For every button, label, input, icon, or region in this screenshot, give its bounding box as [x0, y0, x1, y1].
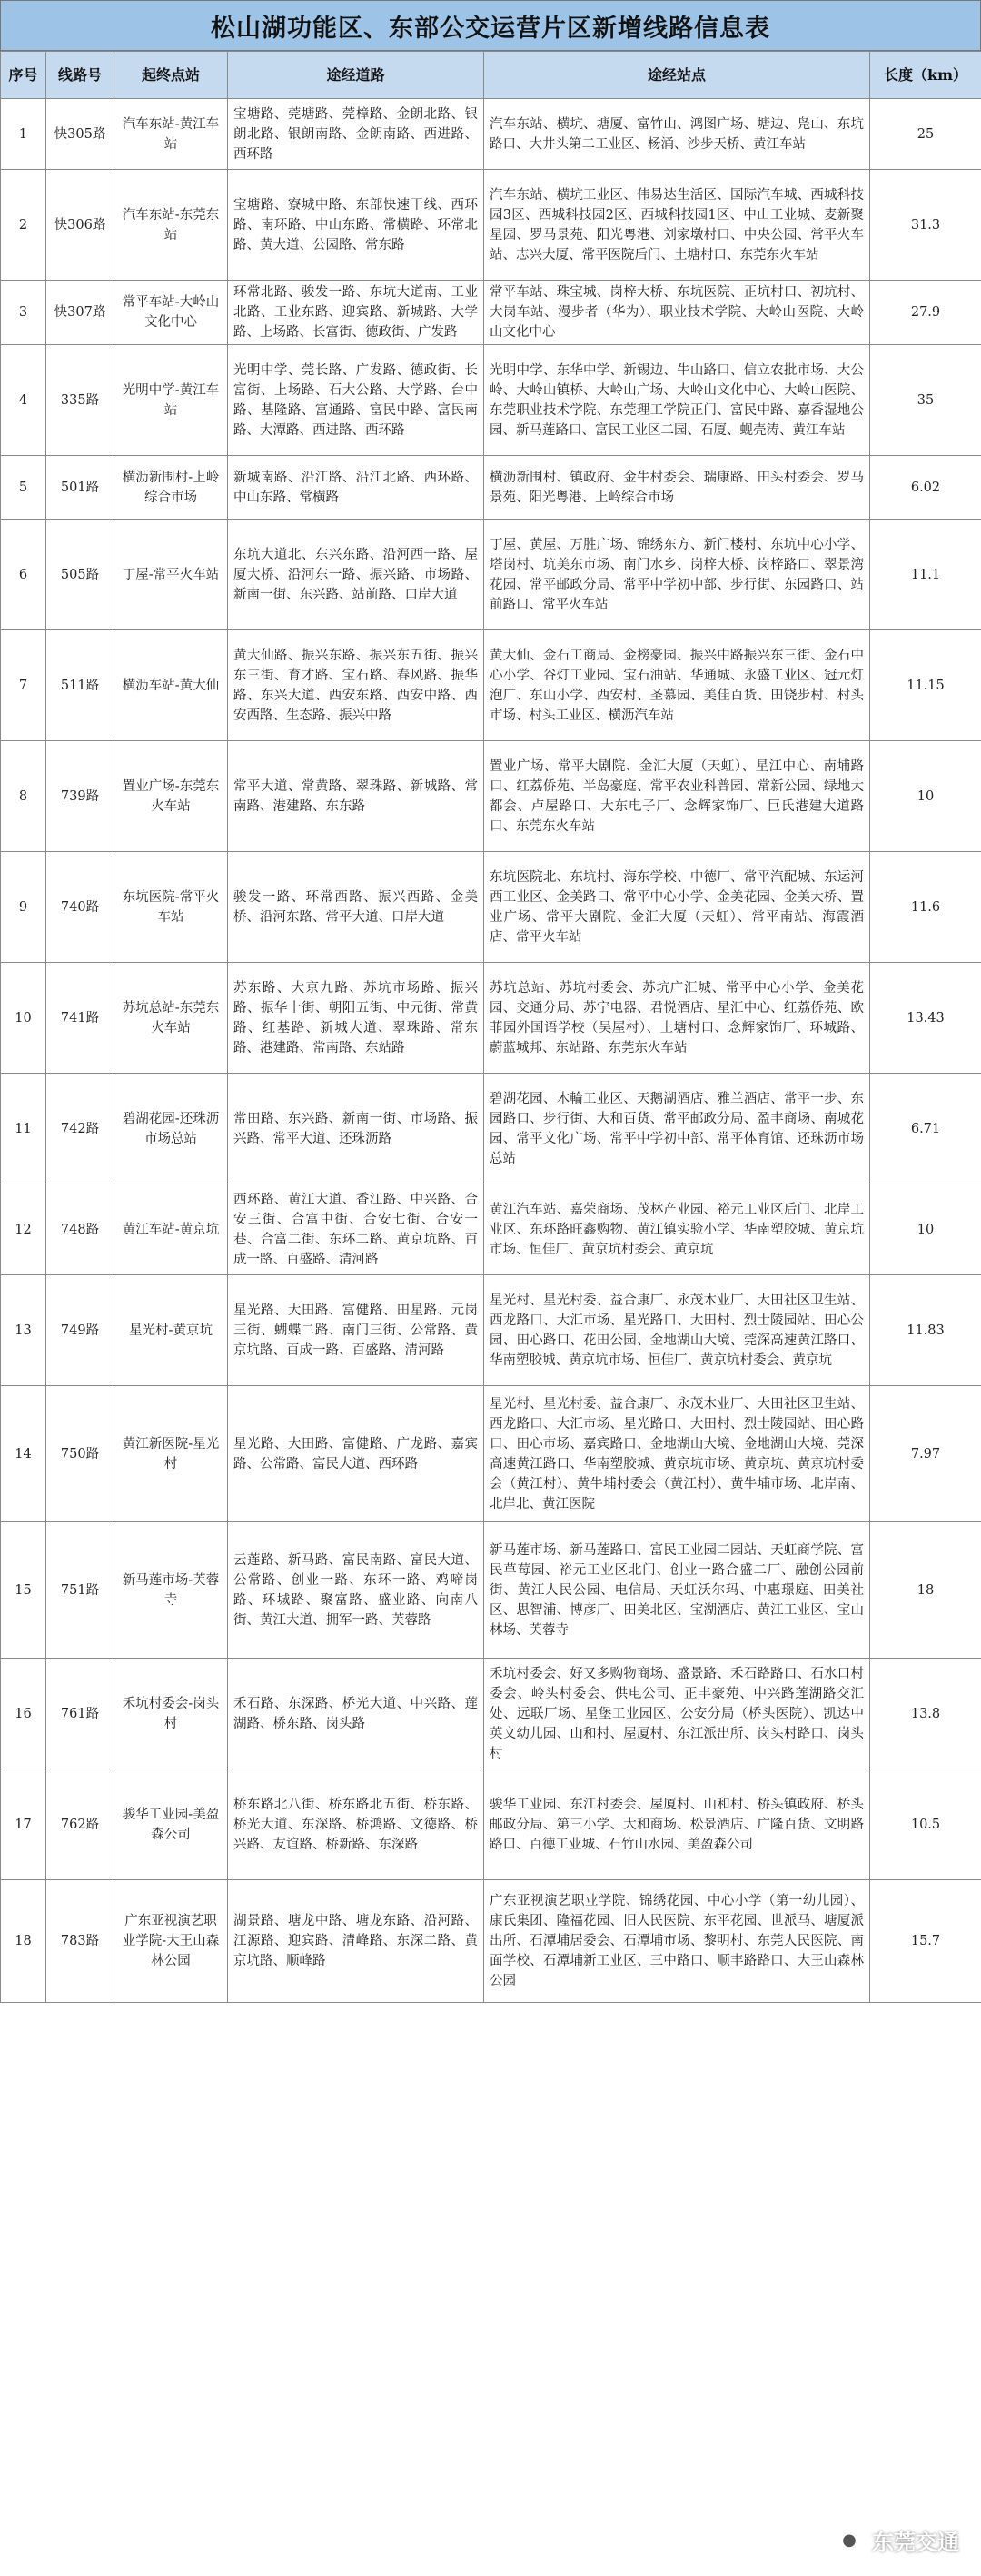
cell-seq: 18: [1, 1880, 46, 2003]
cell-length: 6.71: [870, 1074, 981, 1184]
cell-seq: 9: [1, 852, 46, 963]
cell-seq: 10: [1, 963, 46, 1074]
cell-seq: 14: [1, 1386, 46, 1522]
cell-line: 783路: [46, 1880, 114, 2003]
cell-line: 741路: [46, 963, 114, 1074]
header-line: 线路号: [46, 52, 114, 99]
cell-ends: 黄江新医院-星光村: [114, 1386, 228, 1522]
cell-stops: 黄江汽车站、嘉荣商场、茂林产业园、裕元工业区后门、北岸工业区、东环路旺鑫购物、黄江镇实验小学、华南塑胶城、黄京坑市场、恒佳厂、黄京坑村委会、黄京坑: [484, 1184, 870, 1275]
cell-roads: 苏东路、大京九路、苏坑市场路、振兴路、振华十街、朝阳五街、中元街、常黄路、红基路、新城大道、翠珠路、常东路、港建路、常南路、东站路: [228, 963, 484, 1074]
cell-line: 335路: [46, 345, 114, 456]
cell-length: 6.02: [870, 456, 981, 520]
cell-stops: 星光村、星光村委、益合康厂、永茂木业厂、大田社区卫生站、西龙路口、大汇市场、星光路口、大田村、烈士陵园站、田心公园、田心路口、花田公园、金地湖山大境、莞深高速黄江路口、华南塑胶城、黄京坑市场、恒佳厂、黄京坑村委会、黄京坑: [484, 1275, 870, 1386]
cell-roads: 湖景路、塘龙中路、塘龙东路、沿河路、江源路、迎宾路、清峰路、东深二路、黄京坑路、顺峰路: [228, 1880, 484, 2003]
cell-ends: 汽车东站-东莞东站: [114, 170, 228, 281]
cell-ends: 新马莲市场-芙蓉寺: [114, 1522, 228, 1659]
cell-length: 13.43: [870, 963, 981, 1074]
cell-line: 739路: [46, 741, 114, 852]
cell-stops: 汽车东站、横坑、塘厦、富竹山、鸿图广场、塘边、凫山、东坑路口、大井头第二工业区、杨涌、沙步天桥、黄江车站: [484, 99, 870, 170]
cell-roads: 星光路、大田路、富健路、广龙路、嘉宾路、公常路、富民大道、西环路: [228, 1386, 484, 1522]
cell-stops: 东坑医院北、东坑村、海东学校、中德厂、常平汽配城、东运河西工业区、金美路口、常平中心小学、金美花园、金美大桥、置业广场、常平大剧院、金汇大厦（天虹）、常平南站、海霞酒店、常平火车站: [484, 852, 870, 963]
table-row: [1, 1522, 981, 1659]
table-row: [1, 520, 981, 630]
cell-stops: 横沥新围村、镇政府、金牛村委会、瑞康路、田头村委会、罗马景苑、阳光粤港、上岭综合市场: [484, 456, 870, 520]
cell-stops: 黄大仙、金石工商局、金榜豪园、振兴中路振兴东三街、金石中心小学、谷灯工业园、宝石油站、华通城、永盛工业区、冠元灯泡厂、东山小学、西安村、圣慕园、美佳百货、田饶步村、村头市场、村头工业区、横沥汽车站: [484, 630, 870, 741]
cell-length: 10: [870, 1184, 981, 1275]
cell-length: 11.6: [870, 852, 981, 963]
cell-ends: 汽车东站-黄江车站: [114, 99, 228, 170]
cell-line: 748路: [46, 1184, 114, 1275]
cell-ends: 禾坑村委会-岗头村: [114, 1659, 228, 1769]
cell-stops: 丁屋、黄屋、万胜广场、锦绣东方、新门楼村、东坑中心小学、塔岗村、坑美东市场、南门水乡、岗梓大桥、岗梓路口、翠景湾花园、常平邮政分局、常平中学初中部、步行街、东园路口、站前路口、常平火车站: [484, 520, 870, 630]
cell-roads: 云莲路、新马路、富民南路、富民大道、公常路、创业一路、东环一路、鸡啼岗路、环城路、聚富路、盛业路、向南八街、黄江大道、拥军一路、芙蓉路: [228, 1522, 484, 1659]
cell-length: 27.9: [870, 281, 981, 345]
cell-seq: 11: [1, 1074, 46, 1184]
cell-roads: 骏发一路、环常西路、振兴西路、金美桥、沿河东路、常平大道、口岸大道: [228, 852, 484, 963]
table-row: [1, 1659, 981, 1769]
cell-stops: 光明中学、东华中学、新锡边、牛山路口、信立农批市场、大公岭、大岭山镇桥、大岭山广场、大岭山文化中心、大岭山医院、东莞职业技术学院、东莞理工学院正门、富民中路、嘉香湿地公园、新马莲路口、富民工业区二园、石厦、蚬壳涛、黄江车站: [484, 345, 870, 456]
table-row: [1, 170, 981, 281]
cell-stops: 苏坑总站、苏坑村委会、苏坑广汇城、常平中心小学、金美花园、交通分局、苏宁电器、君悦酒店、星汇中心、红荔侨苑、欧菲园外国语学校（吴屋村）、土塘村口、念辉家饰厂、环城路、蔚蓝城邦、东站路、东莞东火车站: [484, 963, 870, 1074]
cell-ends: 横沥车站-黄大仙: [114, 630, 228, 741]
table-body: [1, 99, 981, 2003]
header-length: 长度（km）: [870, 52, 981, 99]
cell-length: 31.3: [870, 170, 981, 281]
cell-line: 快306路: [46, 170, 114, 281]
table-row: [1, 1386, 981, 1522]
cell-seq: 5: [1, 456, 46, 520]
table-row: [1, 345, 981, 456]
cell-line: 742路: [46, 1074, 114, 1184]
cell-roads: 禾石路、东深路、桥光大道、中兴路、莲湖路、桥东路、岗头路: [228, 1659, 484, 1769]
table-row: [1, 1275, 981, 1386]
cell-roads: 黄大仙路、振兴东路、振兴东五街、振兴东三街、育才路、宝石路、春风路、振华路、东兴大道、西安东路、西安中路、西安西路、生态路、振兴中路: [228, 630, 484, 741]
cell-stops: 禾坑村委会、好又多购物商场、盛景路、禾石路路口、石水口村委会、岭头村委会、供电公司、正丰豪苑、中兴路莲湖路交汇处、远联厂场、星堡工业园区、公安分局（桥头医院）、凯达中英文幼儿园、山和村、屋厦村、东江派出所、岗头村路口、岗头村: [484, 1659, 870, 1769]
cell-seq: 1: [1, 99, 46, 170]
cell-length: 10: [870, 741, 981, 852]
cell-line: 快307路: [46, 281, 114, 345]
cell-length: 13.8: [870, 1659, 981, 1769]
cell-stops: 常平车站、珠宝城、岗梓大桥、东坑医院、正坑村口、初坑村、大岗车站、漫步者（华为）、职业技术学院、大岭山医院、大岭山文化中心: [484, 281, 870, 345]
cell-line: 501路: [46, 456, 114, 520]
cell-line: 749路: [46, 1275, 114, 1386]
cell-seq: 17: [1, 1769, 46, 1880]
routes-table: [0, 51, 981, 2003]
table-row: [1, 1880, 981, 2003]
cell-line: 761路: [46, 1659, 114, 1769]
cell-line: 505路: [46, 520, 114, 630]
cell-ends: 丁屋-常平火车站: [114, 520, 228, 630]
cell-ends: 星光村-黄京坑: [114, 1275, 228, 1386]
cell-length: 11.1: [870, 520, 981, 630]
cell-ends: 黄江车站-黄京坑: [114, 1184, 228, 1275]
cell-ends: 碧湖花园-还珠沥市场总站: [114, 1074, 228, 1184]
cell-roads: 西环路、黄江大道、香江路、中兴路、合安三街、合富中街、合安七街、合安一巷、合富二街、东环二路、黄京坑路、百成一路、百盛路、清河路: [228, 1184, 484, 1275]
cell-ends: 苏坑总站-东莞东火车站: [114, 963, 228, 1074]
cell-ends: 光明中学-黄江车站: [114, 345, 228, 456]
table-row: [1, 1074, 981, 1184]
cell-line: 740路: [46, 852, 114, 963]
cell-line: 快305路: [46, 99, 114, 170]
cell-roads: 光明中学、莞长路、广发路、德政街、长富街、上场路、石大公路、大学路、台中路、基隆路、富通路、富民中路、富民南路、大潭路、西进路、西环路: [228, 345, 484, 456]
table-row: [1, 99, 981, 170]
cell-seq: 2: [1, 170, 46, 281]
cell-line: 762路: [46, 1769, 114, 1880]
cell-ends: 广东亚视演艺职业学院-大王山森林公园: [114, 1880, 228, 2003]
cell-seq: 13: [1, 1275, 46, 1386]
cell-ends: 骏华工业园-美盈森公司: [114, 1769, 228, 1880]
cell-seq: 6: [1, 520, 46, 630]
table-row: [1, 963, 981, 1074]
cell-ends: 置业广场-东莞东火车站: [114, 741, 228, 852]
table-row: [1, 456, 981, 520]
cell-roads: 宝塘路、莞塘路、莞樟路、金朗北路、银朗北路、银朗南路、金朗南路、西进路、西环路: [228, 99, 484, 170]
cell-ends: 东坑医院-常平火车站: [114, 852, 228, 963]
header-roads: 途经道路: [228, 52, 484, 99]
cell-length: 11.15: [870, 630, 981, 741]
cell-line: 511路: [46, 630, 114, 741]
cell-length: 7.97: [870, 1386, 981, 1522]
cell-roads: 桥东路北八街、桥东路北五街、桥东路、桥光大道、东深路、桥鸿路、文德路、桥兴路、友谊路、桥新路、东深路: [228, 1769, 484, 1880]
header-ends: 起终点站: [114, 52, 228, 99]
table-row: [1, 852, 981, 963]
table-row: [1, 281, 981, 345]
cell-roads: 星光路、大田路、富健路、田星路、元岗三街、蝴蝶二路、南门三街、公常路、黄京坑路、百成一路、百盛路、清河路: [228, 1275, 484, 1386]
cell-seq: 3: [1, 281, 46, 345]
cell-seq: 12: [1, 1184, 46, 1275]
header-row: [1, 52, 981, 99]
header-seq: 序号: [1, 52, 46, 99]
cell-stops: 碧湖花园、木輪工业区、天鹅湖酒店、雅兰酒店、常平一步、东园路口、步行街、大和百货、常平邮政分局、盈丰商场、南城花园、常平文化广场、常平中学初中部、常平体育馆、还珠沥市场总站: [484, 1074, 870, 1184]
table-row: [1, 630, 981, 741]
table-row: [1, 1769, 981, 1880]
wechat-icon: ●: [834, 2525, 865, 2556]
cell-line: 751路: [46, 1522, 114, 1659]
cell-seq: 16: [1, 1659, 46, 1769]
cell-seq: 15: [1, 1522, 46, 1659]
cell-ends: 横沥新围村-上岭综合市场: [114, 456, 228, 520]
cell-stops: 广东亚视演艺职业学院、锦绣花园、中心小学（第一幼儿园）、康氏集团、隆福花园、旧人民医院、东平花园、世派马、塘厦派出所、石潭埔居委会、石潭埔市场、黎明村、东莞人民医院、南面学校、石潭埔新工业区、三中路口、顺丰路路口、大王山森林公园: [484, 1880, 870, 2003]
cell-length: 18: [870, 1522, 981, 1659]
cell-stops: 汽车东站、横坑工业区、伟易达生活区、国际汽车城、西城科技园3区、西城科技园2区、西城科技园1区、中山工业城、麦新聚星园、罗马景苑、阳光粤港、刘家墩村口、中央公园、常平火车站、志兴大厦、常平医院后门、土塘村口、东莞东火车站: [484, 170, 870, 281]
header-stops: 途经站点: [484, 52, 870, 99]
cell-roads: 常田路、东兴路、新南一街、市场路、振兴路、常平大道、还珠沥路: [228, 1074, 484, 1184]
cell-seq: 7: [1, 630, 46, 741]
cell-stops: 星光村、星光村委、益合康厂、永茂木业厂、大田社区卫生站、西龙路口、大汇市场、星光路口、大田村、烈士陵园站、田心路口、田心市场、嘉宾路口、金地湖山大境、金地湖山大境、莞深高速黄江路口、华南塑胶城、黄京坑市场、黄京坑、黄京坑村委会（黄江村）、黄牛埔村委会（黄江村）、黄牛埔市场、北岸南、北岸北、黄江医院: [484, 1386, 870, 1522]
cell-stops: 骏华工业园、东江村委会、屋厦村、山和村、桥头镇政府、桥头邮政分局、第三小学、大和商场、松景酒店、广隆百货、文明路路口、百德工业城、石竹山水园、美盈森公司: [484, 1769, 870, 1880]
table-row: [1, 741, 981, 852]
cell-roads: 新城南路、沿江路、沿江北路、西环路、中山东路、常横路: [228, 456, 484, 520]
cell-stops: 新马莲市场、新马莲路口、富民工业园二园站、天虹商学院、富民草莓园、裕元工业区北门、创业一路合盛二厂、融创公园前街、黄江人民公园、电信局、天虹沃尔玛、中惠璟庭、田美社区、思智浦、博彦厂、田美北区、宝湖酒店、黄江工业区、宝山林场、芙蓉寺: [484, 1522, 870, 1659]
watermark-text: 东莞交通: [872, 2530, 959, 2555]
cell-length: 11.83: [870, 1275, 981, 1386]
table-title: 松山湖功能区、东部公交运营片区新增线路信息表: [0, 0, 981, 51]
cell-roads: 东坑大道北、东兴东路、沿河西一路、屋厦大桥、沿河东一路、振兴路、市场路、新南一街、东兴路、站前路、口岸大道: [228, 520, 484, 630]
cell-roads: 环常北路、骏发一路、东坑大道南、工业北路、工业东路、迎宾路、新城路、大学路、上场路、长富街、德政街、广发路: [228, 281, 484, 345]
cell-line: 750路: [46, 1386, 114, 1522]
cell-length: 15.7: [870, 1880, 981, 2003]
cell-ends: 常平车站-大岭山文化中心: [114, 281, 228, 345]
cell-seq: 8: [1, 741, 46, 852]
cell-length: 35: [870, 345, 981, 456]
cell-roads: 常平大道、常黄路、翠珠路、新城路、常南路、港建路、东东路: [228, 741, 484, 852]
watermark: [834, 2524, 959, 2556]
cell-length: 10.5: [870, 1769, 981, 1880]
table-row: [1, 1184, 981, 1275]
cell-length: 25: [870, 99, 981, 170]
cell-stops: 置业广场、常平大剧院、金汇大厦（天虹）、星江中心、南埔路口、红荔侨苑、半岛豪庭、常平农业科普园、常新公园、绿地大都会、卢屋路口、大东电子厂、念辉家饰厂、巨氏港建大道路口、东莞东火车站: [484, 741, 870, 852]
cell-seq: 4: [1, 345, 46, 456]
cell-roads: 宝塘路、寮城中路、东部快速干线、西环路、南环路、中山东路、常横路、环常北路、黄大道、公园路、常东路: [228, 170, 484, 281]
